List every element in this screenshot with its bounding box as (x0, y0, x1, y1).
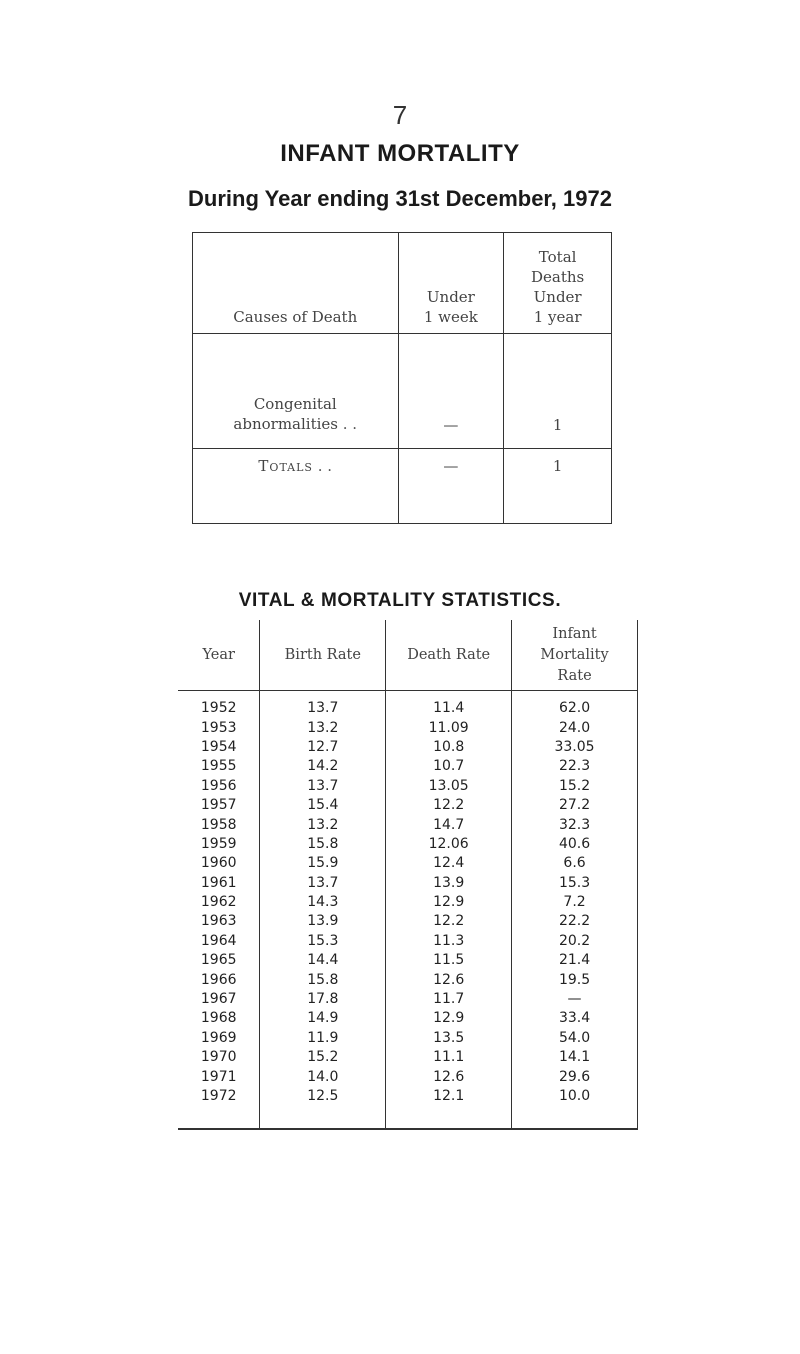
header-infant-mortality-rate: Infant Mortality Rate (512, 620, 638, 691)
infant-mortality-rate-cell: 22.3 (512, 757, 638, 776)
birth-rate-cell: 13.2 (260, 718, 386, 737)
death-rate-cell: 11.09 (386, 718, 512, 737)
totals-total: 1 (504, 449, 612, 524)
year-cell: 1970 (200, 1049, 237, 1066)
vital-statistics-table (178, 620, 638, 1130)
infant-mortality-rate-cell: 54.0 (512, 1029, 638, 1048)
infant-mortality-rate-cell: 22.2 (512, 912, 638, 931)
table-row (178, 912, 638, 931)
birth-rate-cell: 14.0 (260, 1067, 386, 1086)
infant-mortality-rate-cell: 15.2 (512, 777, 638, 796)
year-cell: 1965 (200, 952, 237, 969)
birth-rate-cell: 15.4 (260, 796, 386, 815)
table-row (178, 835, 638, 854)
header-birth-rate: Birth Rate (260, 620, 386, 691)
table-row (178, 1048, 638, 1067)
birth-rate-cell: 13.7 (260, 777, 386, 796)
death-rate-cell: 12.4 (386, 854, 512, 873)
header-total-deaths: Total Deaths Under 1 year (504, 233, 612, 334)
birth-rate-cell: 13.2 (260, 815, 386, 834)
table-row (178, 1067, 638, 1086)
table-row (178, 1009, 638, 1028)
death-rate-cell: 12.2 (386, 912, 512, 931)
birth-rate-cell: 11.9 (260, 1029, 386, 1048)
table-row (178, 874, 638, 893)
infant-mortality-rate-cell: 6.6 (512, 854, 638, 873)
year-cell: 1955 (200, 758, 237, 775)
header-under-1-week: Under 1 week (398, 233, 504, 334)
infant-mortality-rate-cell: 10.0 (512, 1087, 638, 1129)
year-cell: 1958 (200, 816, 237, 833)
table-row (178, 932, 638, 951)
death-rate-cell: 13.9 (386, 874, 512, 893)
infant-mortality-rate-cell: 29.6 (512, 1067, 638, 1086)
infant-mortality-rate-cell: 7.2 (512, 893, 638, 912)
infant-mortality-rate-cell: 21.4 (512, 951, 638, 970)
header-causes-of-death: Causes of Death (193, 233, 399, 334)
birth-rate-cell: 17.8 (260, 990, 386, 1009)
page-number: 7 (392, 100, 408, 130)
table-row (178, 738, 638, 757)
year-cell: 1964 (200, 932, 237, 949)
death-rate-cell: 11.3 (386, 932, 512, 951)
birth-rate-cell: 13.7 (260, 874, 386, 893)
birth-rate-cell: 14.4 (260, 951, 386, 970)
infant-mortality-rate-cell: 19.5 (512, 970, 638, 989)
header-death-rate: Death Rate (386, 620, 512, 691)
year-cell: 1962 (200, 894, 237, 911)
year-cell: 1972 (178, 1087, 260, 1129)
table-row (193, 334, 612, 449)
birth-rate-cell: 15.8 (260, 835, 386, 854)
year-cell: 1963 (200, 913, 237, 930)
birth-rate-cell: 12.7 (260, 738, 386, 757)
year-cell: 1969 (200, 1029, 237, 1046)
table-row (178, 1029, 638, 1048)
death-rate-cell: 12.06 (386, 835, 512, 854)
death-rate-cell: 12.1 (386, 1087, 512, 1129)
infant-mortality-rate-cell: 15.3 (512, 874, 638, 893)
cause-cell: Congenital abnormalities . . (193, 334, 399, 449)
totals-under-week: — (398, 449, 504, 524)
death-rate-cell: 12.9 (386, 1009, 512, 1028)
year-cell: 1966 (200, 971, 237, 988)
infant-mortality-rate-cell: 33.4 (512, 1009, 638, 1028)
year-cell: 1952 (200, 700, 237, 717)
infant-mortality-rate-cell: 27.2 (512, 796, 638, 815)
infant-mortality-rate-cell: 14.1 (512, 1048, 638, 1067)
year-cell: 1971 (200, 1068, 237, 1085)
birth-rate-cell: 15.8 (260, 970, 386, 989)
birth-rate-cell: 15.9 (260, 854, 386, 873)
death-rate-cell: 11.7 (386, 990, 512, 1009)
death-rate-cell: 14.7 (386, 815, 512, 834)
death-rate-cell: 10.7 (386, 757, 512, 776)
infant-mortality-rate-cell: 20.2 (512, 932, 638, 951)
year-cell: 1960 (200, 855, 237, 872)
birth-rate-cell: 14.2 (260, 757, 386, 776)
year-cell: 1961 (200, 874, 237, 891)
birth-rate-cell: 13.9 (260, 912, 386, 931)
death-rate-cell: 13.05 (386, 777, 512, 796)
death-rate-cell: 11.1 (386, 1048, 512, 1067)
table-row (178, 854, 638, 873)
year-cell: 1953 (200, 719, 237, 736)
totals-row (193, 449, 612, 524)
year-cell: 1954 (200, 738, 237, 755)
totals-label: Totals . . (193, 449, 399, 524)
table-row (178, 1087, 638, 1129)
table-header-row (193, 233, 612, 334)
year-cell: 1959 (200, 835, 237, 852)
table-row (178, 893, 638, 912)
year-cell: 1957 (200, 797, 237, 814)
birth-rate-cell: 14.3 (260, 893, 386, 912)
table-row (178, 951, 638, 970)
birth-rate-cell: 13.7 (260, 691, 386, 719)
vital-statistics-body (178, 691, 638, 1130)
table-row (178, 990, 638, 1009)
death-rate-cell: 12.2 (386, 796, 512, 815)
table-row (178, 815, 638, 834)
death-rate-cell: 12.6 (386, 970, 512, 989)
infant-mortality-rate-cell: 32.3 (512, 815, 638, 834)
year-cell: 1968 (200, 1010, 237, 1027)
table-row (178, 796, 638, 815)
year-cell: 1956 (200, 777, 237, 794)
birth-rate-cell: 14.9 (260, 1009, 386, 1028)
birth-rate-cell: 15.2 (260, 1048, 386, 1067)
total-cell: 1 (504, 334, 612, 449)
infant-mortality-table (192, 232, 612, 524)
vital-statistics-title: VITAL & MORTALITY STATISTICS. (238, 590, 562, 611)
table-row (178, 691, 638, 719)
death-rate-cell: 11.4 (386, 691, 512, 719)
death-rate-cell: 13.5 (386, 1029, 512, 1048)
death-rate-cell: 10.8 (386, 738, 512, 757)
table-header-row (178, 620, 638, 691)
table-row (178, 718, 638, 737)
page-title: INFANT MORTALITY (280, 140, 520, 167)
infant-mortality-rate-cell: — (512, 990, 638, 1009)
death-rate-cell: 11.5 (386, 951, 512, 970)
table-row (178, 777, 638, 796)
year-cell: 1967 (200, 991, 237, 1008)
infant-mortality-rate-cell: 62.0 (512, 691, 638, 719)
death-rate-cell: 12.6 (386, 1067, 512, 1086)
under-week-cell: — (398, 334, 504, 449)
page-subtitle: During Year ending 31st December, 1972 (188, 186, 612, 211)
birth-rate-cell: 15.3 (260, 932, 386, 951)
birth-rate-cell: 12.5 (260, 1087, 386, 1129)
table-row (178, 970, 638, 989)
death-rate-cell: 12.9 (386, 893, 512, 912)
header-year: Year (178, 620, 260, 691)
infant-mortality-rate-cell: 33.05 (512, 738, 638, 757)
infant-mortality-rate-cell: 40.6 (512, 835, 638, 854)
table-row (178, 757, 638, 776)
infant-mortality-rate-cell: 24.0 (512, 718, 638, 737)
